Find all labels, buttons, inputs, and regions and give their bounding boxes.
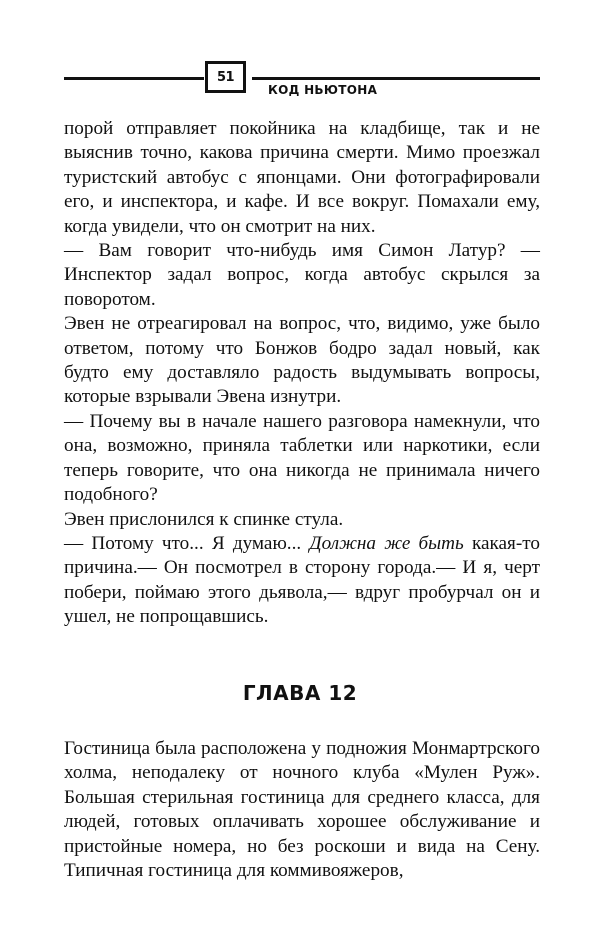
paragraph-6-end: какая-то причина.— Он посмотрел в сторону города.— И я, черт побери, поймаю этого дьявола,— вдруг пробурчал он и ушел, не попрощавшись. bbox=[64, 532, 540, 628]
paragraph-1: порой отправляет покойника на кладбище, так и не выяснив точно, какова причина смерти. Мимо проезжал туристский автобус с японцами. Они фотографировали его, и инспектора, и кафе. И все вокруг. Помахали ему, когда увидели, что он смотрит на них. bbox=[64, 118, 540, 237]
page-number: 51 bbox=[205, 61, 246, 93]
paragraph-2: — Вам говорит что-нибудь имя Симон Латур? — Инспектор задал вопрос, когда автобус скрылся за поворотом. bbox=[64, 240, 540, 310]
page-header bbox=[0, 0, 600, 110]
paragraph-4: — Почему вы в начале нашего разговора намекнули, что она, возможно, приняла таблетки или наркотики, если теперь говорите, что она никогда не принимала ничего подобного? bbox=[64, 410, 540, 506]
body-text-section-2 bbox=[64, 737, 540, 883]
paragraph-3: Эвен не отреагировал на вопрос, что, видимо, уже было ответом, потому что Бонжов бодро задал новый, как будто ему доставляло радость выдумывать вопросы, которые взрывали Эвена изнутри. bbox=[64, 313, 540, 408]
running-title: КОД НЬЮТОНА bbox=[268, 83, 378, 97]
header-rule-right bbox=[252, 77, 540, 80]
header-rule-left bbox=[64, 77, 204, 80]
chapter-title: ГЛАВА 12 bbox=[242, 681, 358, 705]
paragraph-6 bbox=[64, 532, 540, 630]
paragraph-5: Эвен прислонился к спинке стула. bbox=[64, 508, 344, 530]
paragraph-6-italic: Должна же быть bbox=[309, 532, 464, 554]
chapter-paragraph-1: Гостиница была расположена у подножия Монмартрского холма, неподалеку от ночного клуба «Мулен Руж». Большая стерильная гостиница для среднего класса, для людей, готовых оплачивать хорошее обслуживание и пристойные номера, но без роскоши и вида на Сену. Типичная гостиница для коммивояжеров, bbox=[64, 738, 540, 882]
paragraph-6-start: — Потому что... Я думаю... bbox=[64, 532, 310, 554]
body-text-section-1 bbox=[64, 117, 540, 630]
